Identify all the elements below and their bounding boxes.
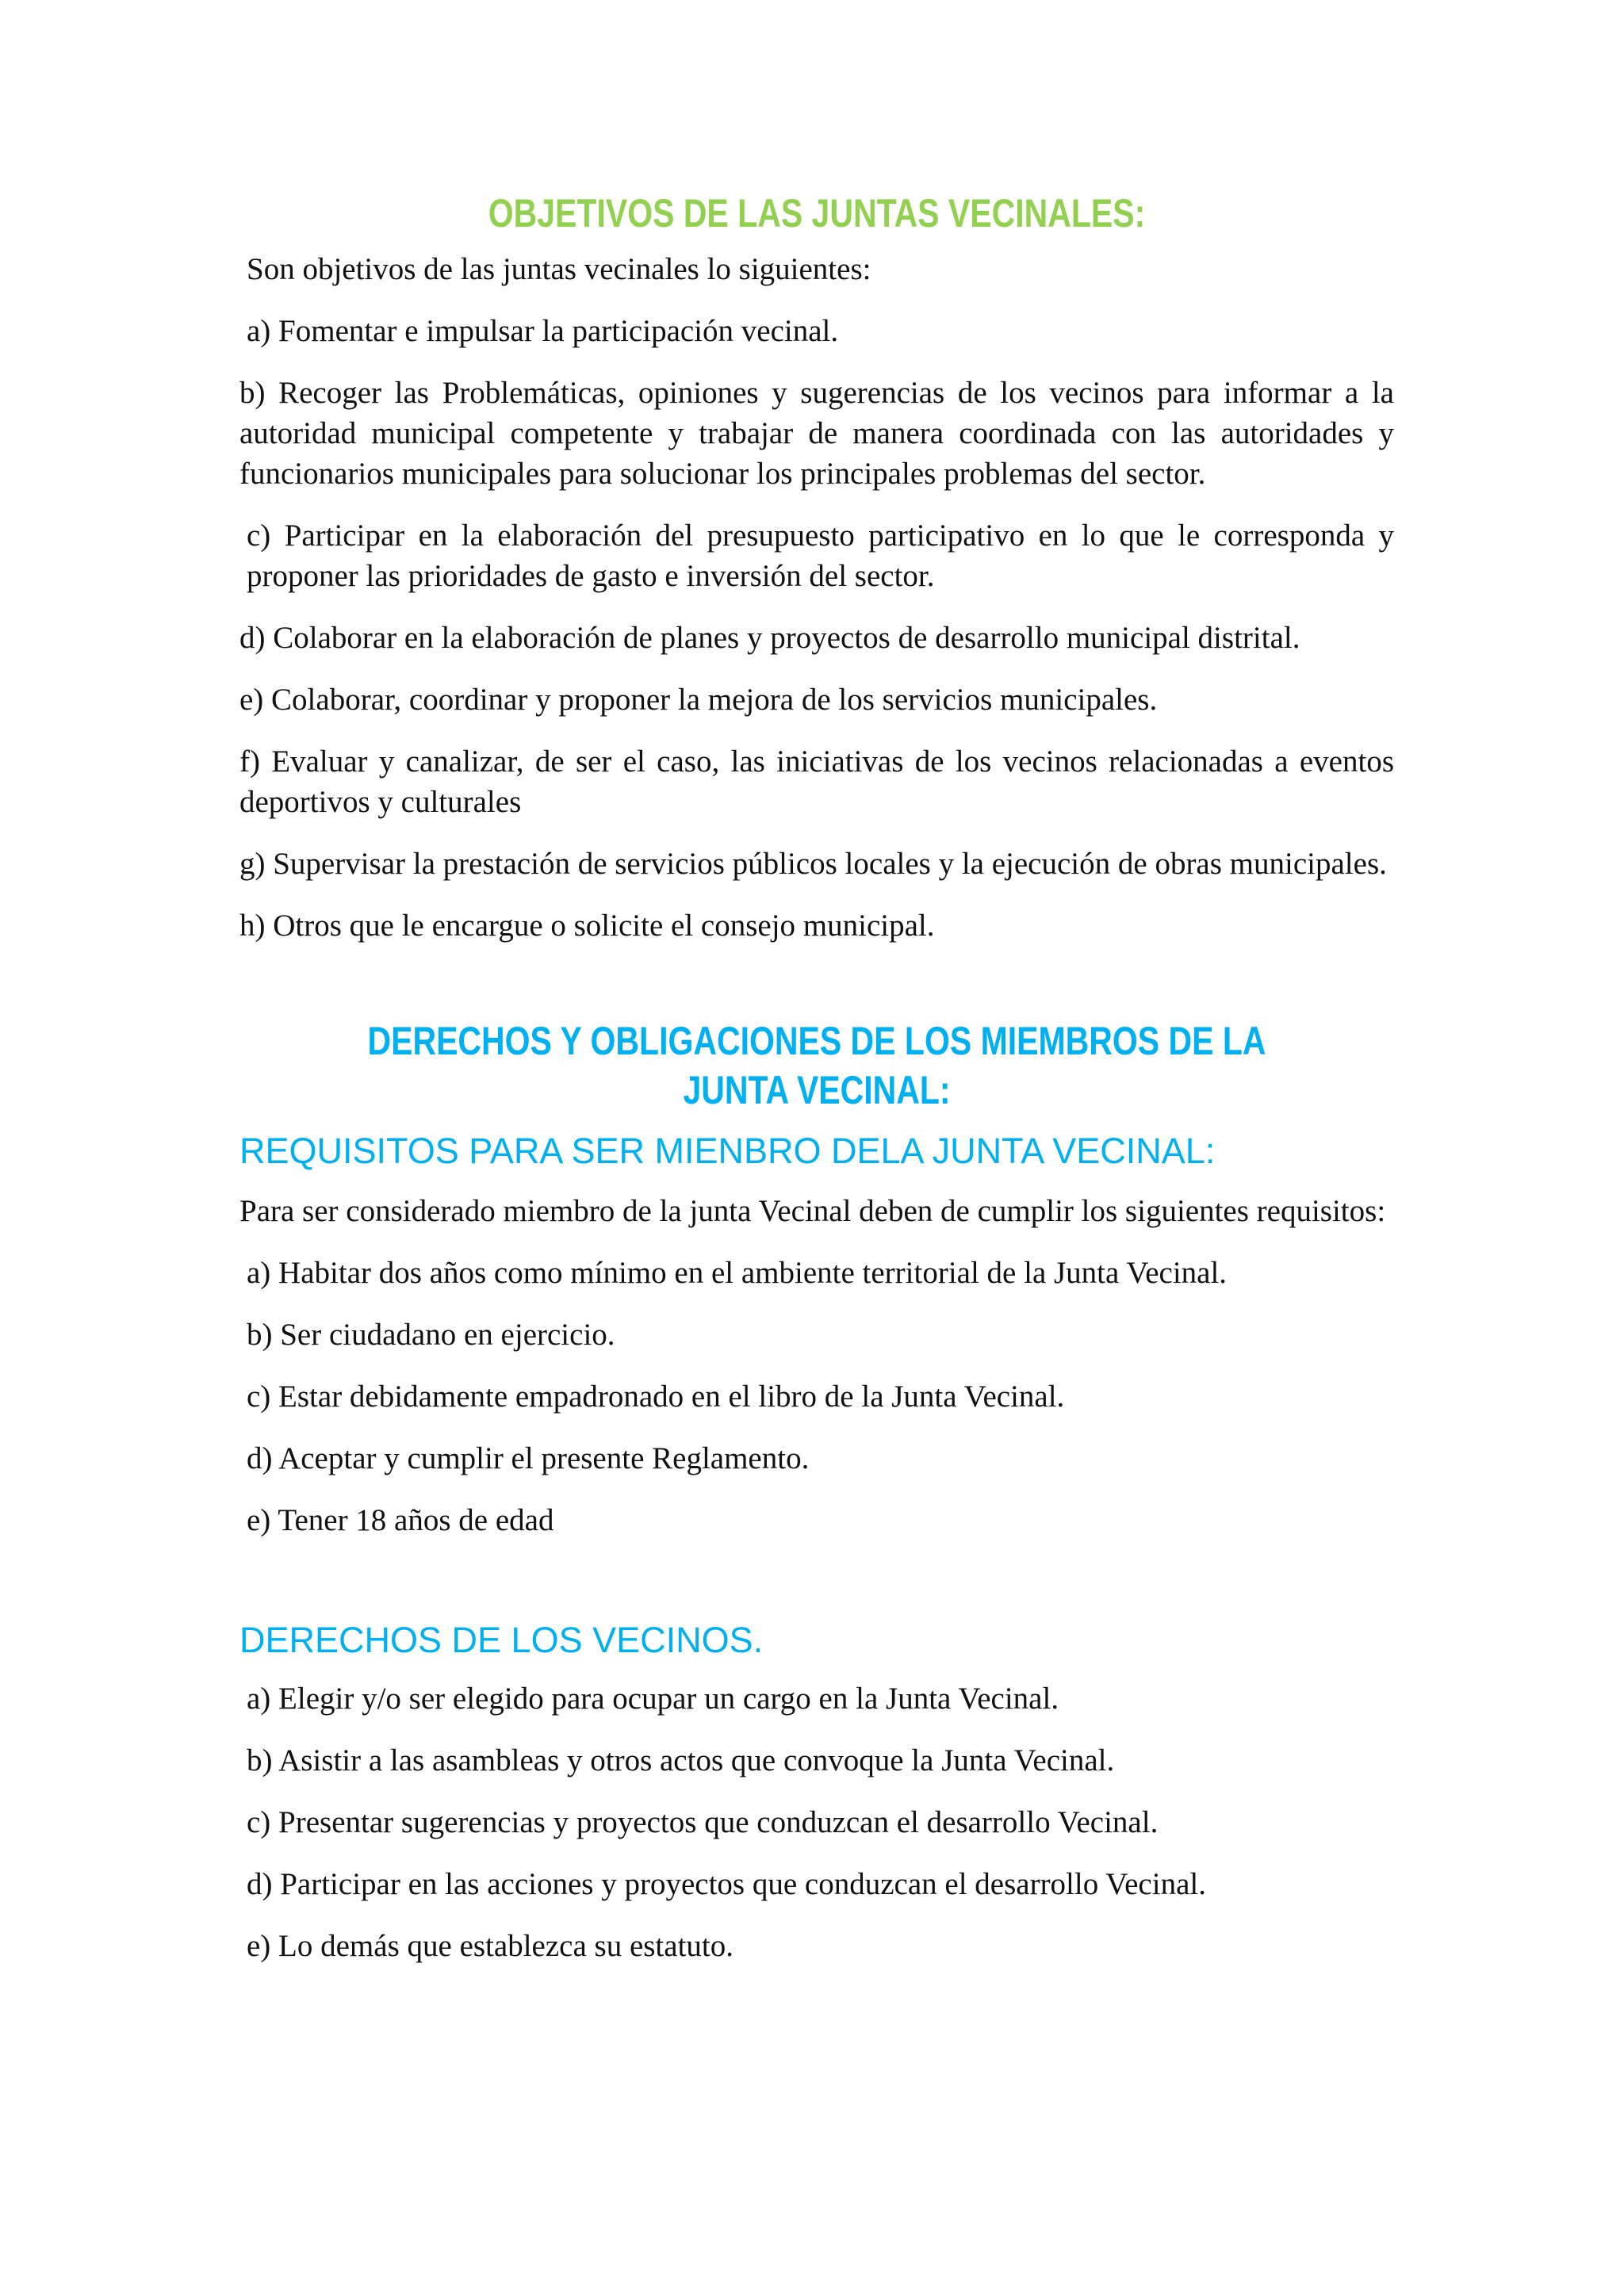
derechos-vecinos-heading: DERECHOS DE LOS VECINOS.	[239, 1620, 764, 1660]
objetivo-item-g: g) Supervisar la prestación de servicios públicos locales y la ejecución de obras municipales.	[239, 847, 1387, 881]
objetivo-item-a: a) Fomentar e impulsar la participación vecinal.	[247, 314, 839, 348]
derecho-item-b: b) Asistir a las asambleas y otros actos que convoque la Junta Vecinal.	[247, 1743, 1115, 1777]
requisito-item-b: b) Ser ciudadano en ejercicio.	[247, 1318, 615, 1352]
objetivo-item-f: f) Evaluar y canalizar, de ser el caso, las iniciativas de los vecinos relacionadas a eventos deportivos y culturales	[239, 744, 1394, 819]
objetivo-item-b: b) Recoger las Problemáticas, opiniones y sugerencias de los vecinos para informar a la autoridad municipal competente y trabajar de manera coordinada con las autoridades y funcionarios municipales para solucionar los principales problemas del sector.	[239, 376, 1394, 491]
objetivo-item-e: e) Colaborar, coordinar y proponer la mejora de los servicios municipales.	[239, 683, 1158, 717]
derecho-item-d: d) Participar en las acciones y proyectos que conduzcan el desarrollo Vecinal.	[247, 1867, 1206, 1901]
derecho-item-e: e) Lo demás que establezca su estatuto.	[247, 1929, 734, 1963]
section-title-derechos-obligaciones: DERECHOS Y OBLIGACIONES DE LOS MIEMBROS DE LA JUNTA VECINAL:	[367, 1019, 1266, 1112]
document-content	[239, 189, 1394, 1988]
objetivos-intro: Son objetivos de las juntas vecinales lo siguientes:	[247, 252, 871, 286]
objetivo-item-h: h) Otros que le encargue o solicite el consejo municipal.	[239, 909, 935, 943]
requisito-item-d: d) Aceptar y cumplir el presente Reglamento.	[247, 1441, 810, 1475]
requisito-item-c: c) Estar debidamente empadronado en el libro de la Junta Vecinal.	[247, 1380, 1065, 1414]
requisito-item-a: a) Habitar dos años como mínimo en el ambiente territorial de la Junta Vecinal.	[247, 1256, 1228, 1290]
derecho-item-c: c) Presentar sugerencias y proyectos que conduzcan el desarrollo Vecinal.	[247, 1805, 1159, 1839]
requisitos-heading: REQUISITOS PARA SER MIENBRO DELA JUNTA VECINAL:	[239, 1131, 1216, 1171]
objetivo-item-c: c) Participar en la elaboración del presupuesto participativo en lo que le corresponda y proponer las prioridades de gasto e inversión del sector.	[247, 519, 1394, 593]
requisitos-intro: Para ser considerado miembro de la junta Vecinal deben de cumplir los siguientes requisitos:	[239, 1194, 1386, 1228]
objetivo-item-d: d) Colaborar en la elaboración de planes y proyectos de desarrollo municipal distrital.	[239, 621, 1300, 655]
section-title-objetivos: OBJETIVOS DE LAS JUNTAS VECINALES:	[488, 191, 1146, 235]
section-spacer	[239, 967, 1394, 1016]
derecho-item-a: a) Elegir y/o ser elegido para ocupar un cargo en la Junta Vecinal.	[247, 1682, 1059, 1716]
requisito-item-e: e) Tener 18 años de edad	[247, 1503, 554, 1537]
